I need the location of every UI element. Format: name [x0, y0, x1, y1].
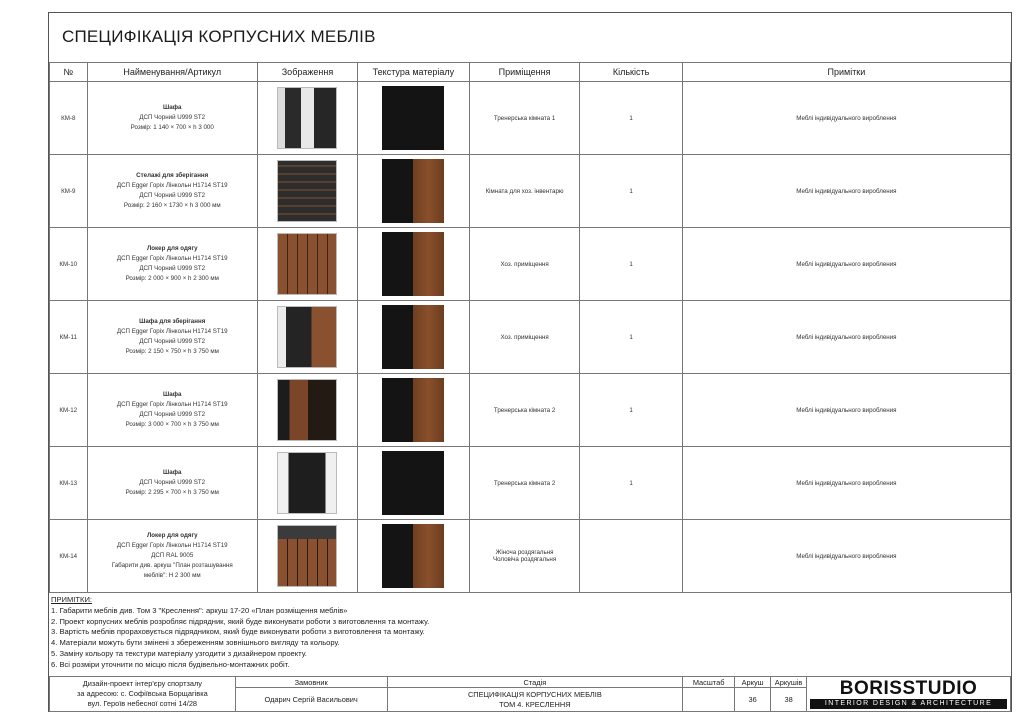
item-spec-line: Розмір: 1 140 × 700 × h 3 000 [130, 124, 214, 131]
drawing-sheet [48, 12, 1012, 712]
item-note: Меблі індивідуального виробления [682, 301, 1010, 374]
item-number: КМ-10 [50, 228, 88, 301]
texture-swatch [382, 524, 444, 588]
stage-line: ТОМ 4. КРЕСЛЕННЯ [499, 699, 571, 709]
item-number: КМ-12 [50, 374, 88, 447]
item-number: КМ-14 [50, 520, 88, 593]
texture-swatch [382, 378, 444, 442]
item-quantity [580, 520, 682, 593]
item-spec-line: ДСП Чорний U999 ST2 [139, 411, 206, 418]
item-number: КМ-8 [50, 82, 88, 155]
item-note: Меблі індивідуального виробления [682, 155, 1010, 228]
item-title: Шафа для зберігання [139, 318, 206, 325]
item-spec-line: меблів": H 2 300 мм [143, 572, 201, 579]
project-line: Дизайн-проект інтер'єру спортзалу [82, 679, 202, 688]
item-title: Шафа [162, 391, 182, 398]
item-number: КМ-11 [50, 301, 88, 374]
item-name [87, 155, 257, 228]
header-quantity: Кількість [580, 63, 682, 82]
header-image: Зображення [257, 63, 357, 82]
specification-table [49, 62, 1011, 593]
item-image-cell [257, 520, 357, 593]
item-spec-line: ДСП Чорний U999 ST2 [139, 479, 206, 486]
item-texture-cell [358, 228, 470, 301]
note-item: 4. Матеріали можуть бути змінені з збереженням зовнішнього вигляду та кольору. [51, 638, 340, 648]
item-spec-line: ДСП Egger Горіх Лінкольн H1714 ST19 [116, 542, 228, 549]
item-spec-line: Розмір: 2 160 × 1730 × h 3 000 мм [123, 202, 221, 209]
logo-tagline: INTERIOR DESIGN & ARCHITECTURE [810, 699, 1007, 709]
item-image-cell [257, 228, 357, 301]
header-room: Приміщення [469, 63, 580, 82]
customer-label: Замовник [235, 677, 387, 688]
furniture-photo [277, 160, 337, 222]
item-title: Шафа [162, 469, 182, 476]
project-line: вул. Героїв небесної сотні 14/28 [87, 699, 198, 708]
scale-label: Масштаб [683, 677, 735, 688]
item-note: Меблі індивідуального виробления [682, 520, 1010, 593]
texture-swatch [382, 232, 444, 296]
item-quantity: 1 [580, 228, 682, 301]
item-image-cell [257, 447, 357, 520]
item-title: Локер для одягу [146, 532, 198, 539]
logo-wordmark: BORISSTUDIO [839, 678, 978, 699]
project-description [50, 677, 236, 712]
table-row [50, 228, 1011, 301]
item-spec-line: ДСП RAL 9005 [151, 552, 194, 559]
item-quantity: 1 [580, 155, 682, 228]
item-image-cell [257, 82, 357, 155]
item-room: Жіноча роздягальня Чоловіча роздягальня [469, 520, 580, 593]
item-spec-line: ДСП Egger Горіх Лінкольн H1714 ST19 [116, 401, 228, 408]
header-number: № [50, 63, 88, 82]
table-row [50, 301, 1011, 374]
texture-swatch [382, 86, 444, 150]
item-texture-cell [358, 374, 470, 447]
item-spec-line: ДСП Чорний U999 ST2 [139, 192, 206, 199]
item-spec-line: Розмір: 2 150 × 750 × h 3 750 мм [125, 348, 219, 355]
item-room: Хоз. приміщення [469, 228, 580, 301]
item-spec-line: ДСП Egger Горіх Лінкольн H1714 ST19 [116, 182, 228, 189]
item-room: Тренерська кімната 2 [469, 374, 580, 447]
table-row [50, 155, 1011, 228]
item-spec-line: Габарити див. аркуш "План розташування [111, 562, 233, 569]
item-note: Меблі індивідуального виробления [682, 228, 1010, 301]
furniture-photo [277, 306, 337, 368]
sheet-number: 36 [735, 688, 771, 712]
sheets-total: 38 [771, 688, 807, 712]
item-spec-line: Розмір: 3 000 × 700 × h 3 750 мм [125, 421, 219, 428]
item-name [87, 374, 257, 447]
texture-swatch [382, 451, 444, 515]
item-texture-cell [358, 520, 470, 593]
item-texture-cell [358, 155, 470, 228]
item-name [87, 82, 257, 155]
item-quantity: 1 [580, 301, 682, 374]
item-name [87, 520, 257, 593]
item-spec-line: ДСП Чорний U999 ST2 [139, 338, 206, 345]
furniture-photo [277, 379, 337, 441]
header-name: Найменування/Артикул [87, 63, 257, 82]
item-texture-cell [358, 447, 470, 520]
item-image-cell [257, 374, 357, 447]
item-note: Меблі індивідуального вироблення [682, 82, 1010, 155]
table-row [50, 520, 1011, 593]
table-row [50, 447, 1011, 520]
table-header-row [50, 63, 1011, 82]
item-note: Меблі індивідуального виробления [682, 447, 1010, 520]
furniture-photo [277, 233, 337, 295]
sheet-label: Аркуш [735, 677, 771, 688]
header-texture: Текстура матеріалу [358, 63, 470, 82]
furniture-photo [277, 452, 337, 514]
item-name [87, 301, 257, 374]
note-item: 2. Проект корпусних меблів розробляє підрядник, який буде виконувати роботи з виготовлення та монтажу. [51, 616, 430, 626]
item-number: КМ-9 [50, 155, 88, 228]
item-image-cell [257, 301, 357, 374]
item-number: КМ-13 [50, 447, 88, 520]
stage-label: Стадія [387, 677, 683, 688]
item-room: Хоз. приміщення [469, 301, 580, 374]
header-notes: Примітки [682, 63, 1010, 82]
item-title: Локер для одягу [146, 245, 198, 252]
item-quantity: 1 [580, 82, 682, 155]
project-line: за адресою: с. Софіївська Борщагівка [77, 689, 208, 698]
item-image-cell [257, 155, 357, 228]
item-title: Стелажі для зберігання [136, 172, 209, 179]
sheets-label: Аркушів [771, 677, 807, 688]
item-texture-cell [358, 82, 470, 155]
table-row [50, 374, 1011, 447]
item-name [87, 228, 257, 301]
furniture-photo [277, 525, 337, 587]
item-spec-line: Розмір: 2 295 × 700 × h 3 750 мм [125, 489, 219, 496]
notes-block [51, 595, 651, 671]
customer-name: Одарич Сергій Васильович [235, 688, 387, 712]
note-item: 3. Вартість меблів прораховується підрядником, який буде виконувати роботи з виготовлення та монтажу. [51, 627, 425, 637]
item-title: Шафа [162, 104, 182, 111]
page-title: СПЕЦИФІКАЦІЯ КОРПУСНИХ МЕБЛІВ [62, 27, 376, 46]
furniture-photo [277, 87, 337, 149]
item-quantity: 1 [580, 374, 682, 447]
title-block [49, 676, 1011, 712]
note-item: 1. Габарити меблів див. Том 3 "Креслення": аркуш 17-20 «План розміщення меблів» [51, 605, 348, 615]
item-room: Кімната для хоз. інвентарю [469, 155, 580, 228]
texture-swatch [382, 305, 444, 369]
stage-value [387, 688, 683, 712]
texture-swatch [382, 159, 444, 223]
note-item: 6. Всі розміри уточнити по місцю після будівельно-монтажних робіт. [51, 659, 290, 669]
table-row [50, 82, 1011, 155]
item-quantity: 1 [580, 447, 682, 520]
item-name [87, 447, 257, 520]
item-spec-line: ДСП Чорний U999 ST2 [139, 114, 206, 121]
item-texture-cell [358, 301, 470, 374]
stage-line: СПЕЦИФІКАЦІЯ КОРПУСНИХ МЕБЛІВ [467, 689, 602, 699]
company-logo [807, 677, 1011, 712]
item-spec-line: ДСП Egger Горіх Лінкольн H1714 ST19 [116, 328, 228, 335]
item-spec-line: ДСП Чорний U999 ST2 [139, 265, 206, 272]
item-spec-line: Розмір: 2 000 × 900 × h 2 300 мм [125, 275, 219, 282]
note-item: 5. Заміну кольору та текстури матеріалу узгодити з дизайнером проекту. [51, 648, 307, 658]
item-room: Тренерська кімната 2 [469, 447, 580, 520]
item-note: Меблі індивідуального виробления [682, 374, 1010, 447]
item-room: Тренерська кімната 1 [469, 82, 580, 155]
item-spec-line: ДСП Egger Горіх Лінкольн H1714 ST19 [116, 255, 228, 262]
notes-heading: ПРИМІТКИ: [51, 595, 93, 604]
scale-value [683, 688, 735, 712]
